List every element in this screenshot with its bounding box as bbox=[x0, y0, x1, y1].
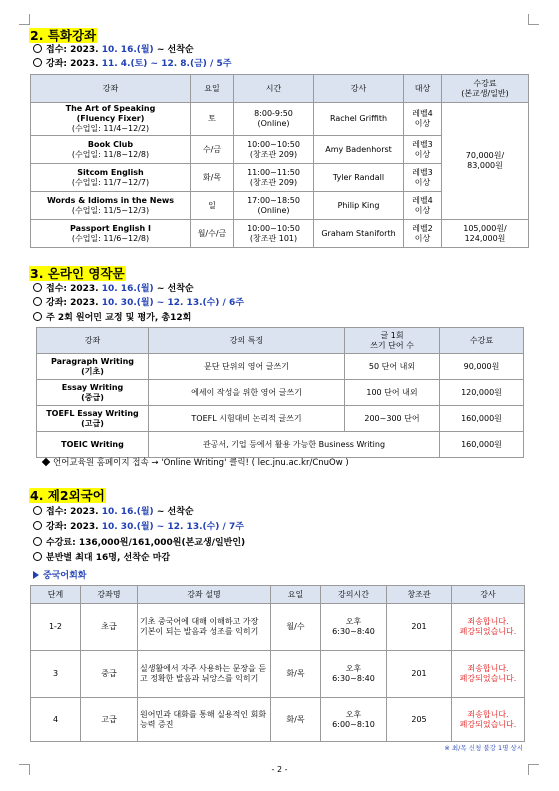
time-cell: 17:00~18:50 (Online) bbox=[234, 192, 314, 220]
table-row bbox=[31, 604, 525, 651]
info-line: 접수: 2023. 10. 16.(월) ~ 선착순 bbox=[33, 506, 194, 518]
time-cell: 8:00-9:50 (Online) bbox=[234, 103, 314, 136]
course-cell: TOEFL Essay Writing (고급) bbox=[37, 406, 149, 432]
name-cell: 초급 bbox=[81, 604, 138, 651]
desc-cell: 실생활에서 자주 사용하는 문장을 듣고 정확한 발음과 뉘앙스를 익히기 bbox=[138, 651, 271, 698]
day-cell: 월/수 bbox=[271, 604, 321, 651]
course-cell: Book Club (수업일: 11/8~12/8) bbox=[31, 136, 191, 164]
table-header: 요일 bbox=[191, 75, 234, 103]
corner-mark bbox=[528, 14, 539, 25]
diamond-bullet-icon bbox=[42, 458, 50, 466]
fee-cell: 160,000원 bbox=[440, 406, 524, 432]
triangle-bullet-icon bbox=[33, 571, 39, 579]
page-number: - 2 - bbox=[271, 765, 288, 774]
info-line: 접수: 2023. 10. 16.(월) ~ 선착순 bbox=[33, 283, 194, 295]
name-cell: 고급 bbox=[81, 698, 138, 742]
time-cell: 오후 6:30~8:40 bbox=[321, 651, 387, 698]
stage-cell: 1-2 bbox=[31, 604, 81, 651]
fee-cell: 120,000원 bbox=[440, 380, 524, 406]
circle-bullet-icon bbox=[33, 537, 42, 546]
circle-bullet-icon bbox=[33, 58, 42, 67]
time-cell: 10:00~10:50 (창조관 101) bbox=[234, 220, 314, 248]
section-title: 4. 제2외국어 bbox=[30, 488, 105, 503]
time-cell: 10:00~10:50 (창조관 209) bbox=[234, 136, 314, 164]
day-cell: 화/목 bbox=[271, 651, 321, 698]
table-header: 강의시간 bbox=[321, 586, 387, 604]
table-header: 강좌명 bbox=[81, 586, 138, 604]
fee-cell: 160,000원 bbox=[440, 432, 524, 458]
feature-cell: TOEFL 시험대비 논리적 글쓰기 bbox=[149, 406, 345, 432]
circle-bullet-icon bbox=[33, 506, 42, 515]
room-cell: 201 bbox=[387, 604, 452, 651]
circle-bullet-icon bbox=[33, 521, 42, 530]
teacher-cell: 죄송합니다. 폐강되었습니다. bbox=[452, 604, 525, 651]
info-line: 강좌: 2023. 11. 4.(토) ~ 12. 8.(금) / 5주 bbox=[33, 58, 231, 70]
section-title: 2. 특화강좌 bbox=[30, 28, 97, 43]
table-header: 강좌 bbox=[37, 328, 149, 354]
chinese-course-table bbox=[30, 585, 525, 742]
online-writing-note: 언어교육원 홈페이지 접속 → 'Online Writing' 클릭! ( lec.jnu.ac.kr/CnuOw ) bbox=[40, 456, 349, 468]
table-row bbox=[31, 220, 529, 248]
course-cell: Words & Idioms in the News (수업일: 11/5~12/3) bbox=[31, 192, 191, 220]
special-course-table bbox=[30, 74, 529, 248]
table-header: 강사 bbox=[314, 75, 404, 103]
fee-cell: 105,000원/ 124,000원 bbox=[442, 220, 529, 248]
target-cell: 레벨2 이상 bbox=[404, 220, 442, 248]
circle-bullet-icon bbox=[33, 552, 42, 561]
day-cell: 월/수/금 bbox=[191, 220, 234, 248]
table-row bbox=[31, 103, 529, 136]
day-cell: 토 bbox=[191, 103, 234, 136]
table-header: 대상 bbox=[404, 75, 442, 103]
teacher-cell: Graham Staniforth bbox=[314, 220, 404, 248]
feature-cell: 에세이 작성을 위한 영어 글쓰기 bbox=[149, 380, 345, 406]
info-line: 접수: 2023. 10. 16.(월) ~ 선착순 bbox=[33, 44, 194, 56]
teacher-cell: 죄송합니다. 폐강되었습니다. bbox=[452, 698, 525, 742]
fee-cell: 90,000원 bbox=[440, 354, 524, 380]
section-title: 3. 온라인 영작문 bbox=[30, 266, 125, 281]
table-row bbox=[31, 651, 525, 698]
target-cell: 레벨4 이상 bbox=[404, 103, 442, 136]
room-cell: 205 bbox=[387, 698, 452, 742]
stage-cell: 3 bbox=[31, 651, 81, 698]
teacher-cell: Philip King bbox=[314, 192, 404, 220]
course-cell: Essay Writing (중급) bbox=[37, 380, 149, 406]
time-cell: 오후 6:30~8:40 bbox=[321, 604, 387, 651]
feature-cell: 관공서, 기업 등에서 활용 가능한 Business Writing bbox=[149, 432, 440, 458]
desc-cell: 원어민과 대화를 통해 실용적인 회화 능력 증진 bbox=[138, 698, 271, 742]
room-cell: 201 bbox=[387, 651, 452, 698]
table-header: 강좌 bbox=[31, 75, 191, 103]
circle-bullet-icon bbox=[33, 297, 42, 306]
teacher-cell: 죄송합니다. 폐강되었습니다. bbox=[452, 651, 525, 698]
time-cell: 11:00~11:50 (창조관 209) bbox=[234, 164, 314, 192]
info-line: 주 2회 원어민 교정 및 평가, 총12회 bbox=[33, 312, 191, 324]
corner-mark bbox=[19, 14, 30, 25]
teacher-cell: Tyler Randall bbox=[314, 164, 404, 192]
target-cell: 레벨4 이상 bbox=[404, 192, 442, 220]
teacher-cell: Amy Badenhorst bbox=[314, 136, 404, 164]
table-header: 수강료 (본교생/일반) bbox=[442, 75, 529, 103]
target-cell: 레벨3 이상 bbox=[404, 136, 442, 164]
table-row bbox=[37, 354, 524, 380]
circle-bullet-icon bbox=[33, 283, 42, 292]
info-line: 수강료: 136,000원/161,000원(본교생/일반인) bbox=[33, 537, 245, 549]
course-cell: Sitcom English (수업일: 11/7~12/7) bbox=[31, 164, 191, 192]
table-header: 글 1회 쓰기 단어 수 bbox=[345, 328, 440, 354]
writing-course-table bbox=[36, 327, 524, 458]
words-cell: 200~300 단어 bbox=[345, 406, 440, 432]
target-cell: 레벨3 이상 bbox=[404, 164, 442, 192]
circle-bullet-icon bbox=[33, 44, 42, 53]
info-line: 강좌: 2023. 10. 30.(월) ~ 12. 13.(수) / 6주 bbox=[33, 297, 244, 309]
course-cell: Paragraph Writing (기초) bbox=[37, 354, 149, 380]
circle-bullet-icon bbox=[33, 312, 42, 321]
course-cell: The Art of Speaking (Fluency Fixer) (수업일: 11/4~12/2) bbox=[31, 103, 191, 136]
footnote: ※ 최/목 신청 불강 1명 상시 bbox=[444, 744, 523, 752]
day-cell: 수/금 bbox=[191, 136, 234, 164]
stage-cell: 4 bbox=[31, 698, 81, 742]
name-cell: 중급 bbox=[81, 651, 138, 698]
table-row bbox=[37, 432, 524, 458]
teacher-cell: Rachel Griffith bbox=[314, 103, 404, 136]
words-cell: 100 단어 내외 bbox=[345, 380, 440, 406]
day-cell: 일 bbox=[191, 192, 234, 220]
time-cell: 오후 6:00~8:10 bbox=[321, 698, 387, 742]
table-header: 시간 bbox=[234, 75, 314, 103]
desc-cell: 기초 중국어에 대해 이해하고 가장 기본이 되는 발음과 성조를 익히기 bbox=[138, 604, 271, 651]
info-line: 강좌: 2023. 10. 30.(월) ~ 12. 13.(수) / 7주 bbox=[33, 521, 244, 533]
table-header: 강좌 설명 bbox=[138, 586, 271, 604]
words-cell: 50 단어 내외 bbox=[345, 354, 440, 380]
feature-cell: 문단 단위의 영어 글쓰기 bbox=[149, 354, 345, 380]
table-row bbox=[37, 406, 524, 432]
day-cell: 화/목 bbox=[191, 164, 234, 192]
table-header: 수강료 bbox=[440, 328, 524, 354]
table-header: 창조관 bbox=[387, 586, 452, 604]
table-header: 요일 bbox=[271, 586, 321, 604]
fee-cell: 70,000원/ 83,000원 bbox=[442, 103, 529, 220]
table-header: 단계 bbox=[31, 586, 81, 604]
table-row bbox=[37, 380, 524, 406]
table-header: 강의 특징 bbox=[149, 328, 345, 354]
course-cell: Passport English Ⅰ (수업일: 11/6~12/8) bbox=[31, 220, 191, 248]
course-cell: TOEIC Writing bbox=[37, 432, 149, 458]
day-cell: 화/목 bbox=[271, 698, 321, 742]
table-header: 강사 bbox=[452, 586, 525, 604]
table-row bbox=[31, 698, 525, 742]
subsection-title: 중국어회화 bbox=[33, 568, 86, 581]
info-line: 분반별 최대 16명, 선착순 마감 bbox=[33, 552, 170, 564]
